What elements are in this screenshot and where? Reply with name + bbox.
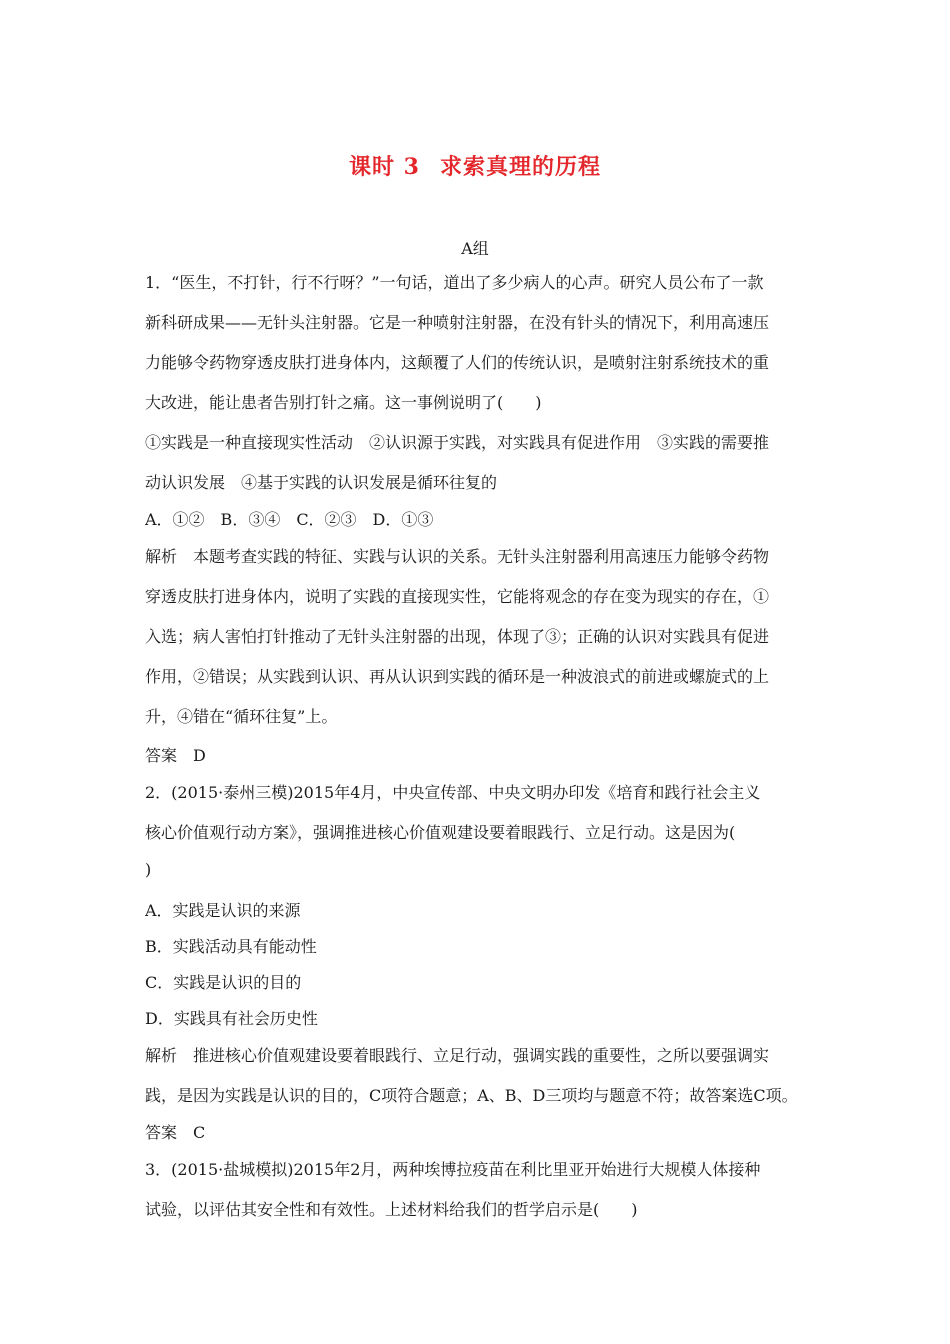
analysis-line: 升，④错在“循环往复”上。 [145,707,338,726]
text-line: 大改进，能让患者告别打针之痛。这一事例说明了( ) [145,393,542,412]
analysis-line: 穿透皮肤打进身体内，说明了实践的直接现实性，它能将观念的存在变为现实的存在，① [145,587,770,606]
option-d: D．实践具有社会历史性 [145,1009,318,1028]
analysis-line: 作用，②错误；从实践到认识、再从认识到实践的循环是一种波浪式的前进或螺旋式的上 [145,667,770,686]
option-a: A．实践是认识的来源 [145,901,301,920]
text-line: ①实践是一种直接现实性活动 ②认识源于实践，对实践具有促进作用 ③实践的需要推 [145,433,770,452]
analysis-line: 入选；病人害怕打针推动了无针头注射器的出现，体现了③；正确的认识对实践具有促进 [145,627,770,646]
text-line: 动认识发展 ④基于实践的认识发展是循环往复的 [145,473,498,492]
text-line: 新科研成果——无针头注射器。它是一种喷射注射器，在没有针头的情况下，利用高速压 [145,313,770,332]
lesson-number: 课时 3 [349,154,420,180]
text-line: 核心价值观行动方案》，强调推进核心价值观建设要着眼践行、立足行动。这是因为( [145,823,736,842]
answer-line: 答案 C [145,1123,206,1142]
page-title [0,150,950,181]
analysis-line: 解析 推进核心价值观建设要着眼践行、立足行动，强调实践的重要性，之所以要强调实 [145,1046,770,1065]
option-b: B．实践活动具有能动性 [145,937,317,956]
text-line: 2．(2015·泰州三模)2015年4月，中央宣传部、中央文明办印发《培育和践行社会主义 [145,783,761,802]
text-line: 试验，以评估其安全性和有效性。上述材料给我们的哲学启示是( ) [145,1200,638,1219]
option-c: C．实践是认识的目的 [145,973,302,992]
text-line: 1．“医生，不打针，行不行呀？”一句话，道出了多少病人的心声。研究人员公布了一款 [145,273,764,292]
text-line: ) [145,860,152,879]
analysis-line: 践，是因为实践是认识的目的，C项符合题意；A、B、D三项均与题意不符；故答案选C项。 [145,1086,798,1105]
answer-options: A．①② B．③④ C．②③ D．①③ [145,510,434,529]
answer-line: 答案 D [145,746,206,765]
lesson-name: 求索真理的历程 [439,154,601,180]
group-heading: A组 [461,239,489,258]
text-line: 力能够令药物穿透皮肤打进身体内，这颠覆了人们的传统认识，是喷射注射系统技术的重 [145,353,770,372]
text-line: 3．(2015·盐城模拟)2015年2月，两种埃博拉疫苗在利比里亚开始进行大规模人体接种 [145,1160,761,1179]
analysis-line: 解析 本题考查实践的特征、实践与认识的关系。无针头注射器利用高速压力能够令药物 [145,547,770,566]
